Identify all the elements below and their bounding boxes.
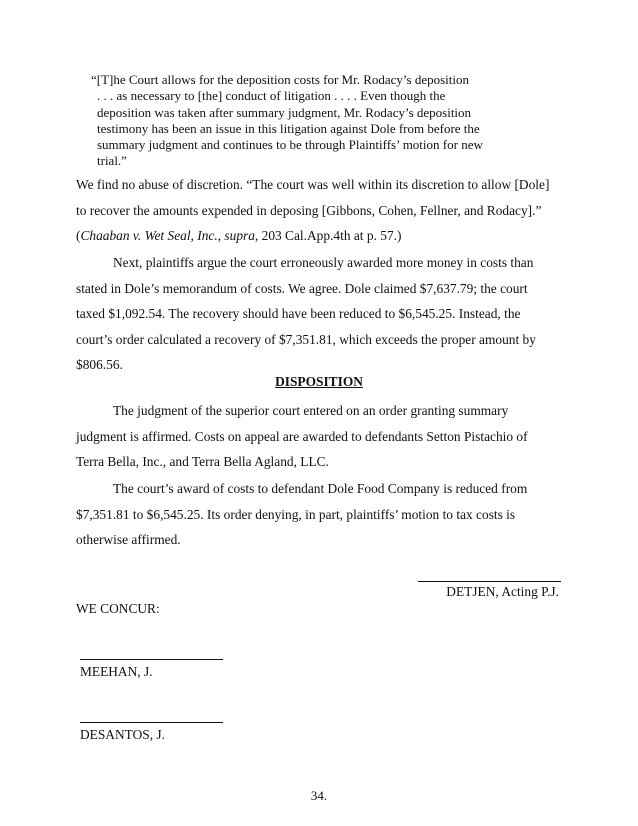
author-signature: DETJEN, Acting P.J. bbox=[446, 584, 559, 599]
paragraph-line: taxed $1,092.54. The recovery should have been reduced to $6,545.25. Instead, the bbox=[76, 306, 521, 321]
quote-line: “[T]he Court allows for the deposition costs for Mr. Rodacy’s deposition bbox=[91, 72, 470, 87]
quote-line: . . . as necessary to [the] conduct of litigation . . . . Even though the bbox=[97, 88, 446, 104]
citation-open: ( bbox=[76, 228, 81, 243]
block-quote bbox=[91, 72, 527, 170]
quote-line: deposition was taken after summary judgment, Mr. Rodacy’s deposition bbox=[97, 104, 472, 120]
citation-rest: , 203 Cal.App.4th at p. 57.) bbox=[254, 228, 402, 243]
paragraph-line: The court’s award of costs to defendant Dole Food Company is reduced from bbox=[113, 481, 528, 496]
signature-rule-author bbox=[418, 581, 561, 582]
paragraph-abuse-of-discretion bbox=[76, 172, 566, 249]
paragraph-line: $806.56. bbox=[76, 357, 123, 372]
paragraph-line: court’s order calculated a recovery of $7,351.81, which exceeds the proper amount by bbox=[76, 331, 536, 347]
case-name: Chaaban v. Wet Seal, Inc. bbox=[80, 228, 218, 243]
paragraph-line: The judgment of the superior court entered on an order granting summary bbox=[113, 403, 509, 418]
paragraph-line: We find no abuse of discretion. “The court was well within its discretion to allow [Dole] bbox=[76, 177, 550, 192]
paragraph-line: $7,351.81 to $6,545.25. Its order denying, in part, plaintiffs’ motion to tax costs is bbox=[76, 506, 516, 522]
paragraph-line: otherwise affirmed. bbox=[76, 532, 181, 547]
disposition-paragraph-1 bbox=[76, 398, 566, 475]
paragraph-line: to recover the amounts expended in deposing [Gibbons, Cohen, Fellner, and Rodacy].” bbox=[76, 202, 542, 218]
signature-rule-judge1 bbox=[80, 659, 223, 660]
paragraph-line: Next, plaintiffs argue the court erroneously awarded more money in costs than bbox=[113, 255, 534, 270]
signature-rule-judge2 bbox=[80, 722, 223, 723]
judge2-signature: DESANTOS, J. bbox=[80, 727, 165, 742]
page-number: 34. bbox=[310, 788, 328, 803]
paragraph-line: judgment is affirmed. Costs on appeal are awarded to defendants Setton Pistachio of bbox=[76, 428, 528, 444]
citation-separator: , bbox=[217, 228, 225, 243]
disposition-heading: DISPOSITION bbox=[275, 374, 363, 389]
we-concur-label: WE CONCUR: bbox=[76, 601, 160, 616]
supra-signal: supra bbox=[224, 228, 255, 243]
quote-line: testimony has been an issue in this litigation against Dole from before the bbox=[97, 120, 480, 136]
paragraph-costs bbox=[76, 250, 566, 378]
paragraph-line: Terra Bella, Inc., and Terra Bella Agland, LLC. bbox=[76, 454, 329, 469]
quote-line: summary judgment and continues to be through Plaintiffs’ motion for new bbox=[97, 137, 483, 153]
citation-line bbox=[76, 223, 566, 249]
disposition-paragraph-2 bbox=[76, 476, 566, 553]
judge1-signature: MEEHAN, J. bbox=[80, 664, 153, 679]
quote-line: trial.” bbox=[97, 153, 127, 169]
paragraph-line: stated in Dole’s memorandum of costs. We agree. Dole claimed $7,637.79; the court bbox=[76, 280, 528, 296]
